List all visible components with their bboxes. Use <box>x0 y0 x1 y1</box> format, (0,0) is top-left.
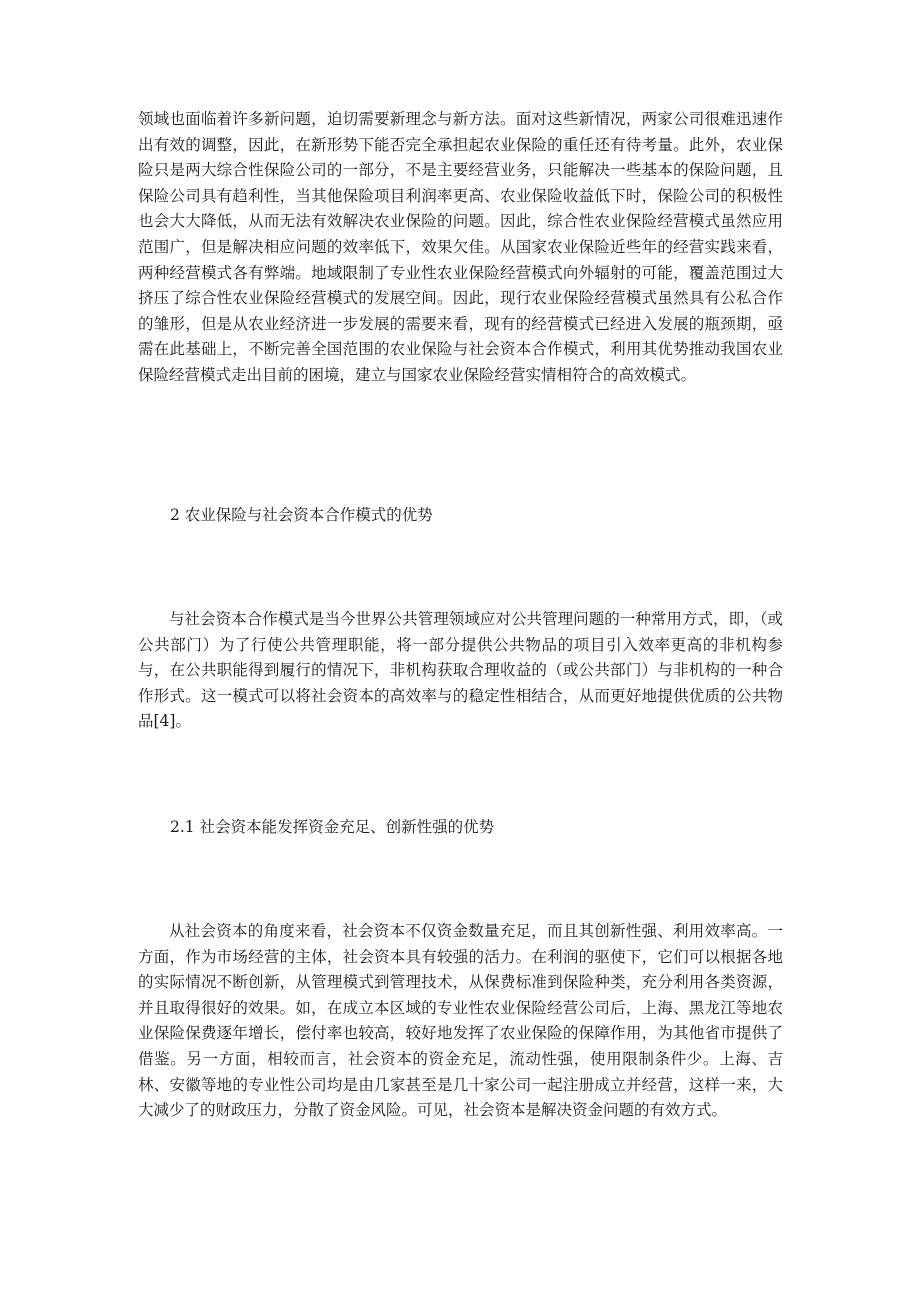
body-paragraph-1: 领域也面临着许多新问题，迫切需要新理念与新方法。面对这些新情况，两家公司很难迅速作出有效的调整，因此，在新形势下能否完全承担起农业保险的重任还有待考量。此外，农业保险只是两大综合性保险公司的一部分，不是主要经营业务，只能解决一些基本的保险问题，且保险公司具有趋利性，当其他保险项目利润率更高、农业保险收益低下时，保险公司的积极性也会大大降低，从而无法有效解决农业保险的问题。因此，综合性农业保险经营模式虽然应用范围广，但是解决相应问题的效率低下，效果欠佳。从国家农业保险近些年的经营实践来看，两种经营模式各有弊端。地域限制了专业性农业保险经营模式向外辐射的可能，覆盖范围过大挤压了综合性农业保险经营模式的发展空间。因此，现行农业保险经营模式虽然具有公私合作的雏形，但是从农业经济进一步发展的需要来看，现有的经营模式已经进入发展的瓶颈期，亟需在此基础上，不断完善全国范围的农业保险与社会资本合作模式，利用其优势推动我国农业保险经营模式走出目前的困境，建立与国家农业保险经营实情相符合的高效模式。 <box>138 110 783 384</box>
body-paragraph-3: 从社会资本的角度来看，社会资本不仅资金数量充足，而且其创新性强、利用效率高。一方面，作为市场经营的主体，社会资本具有较强的活力。在利润的驱使下，它们可以根据各地的实际情况不断创新，从管理模式到管理技术，从保费标准到保险种类，充分利用各类资源，并且取得很好的效果。如，在成立本区域的专业性农业保险经营公司后，上海、黑龙江等地农业保险保费逐年增长，偿付率也较高，较好地发挥了农业保险的保障作用，为其他省市提供了借鉴。另一方面，相较而言，社会资本的资金充足，流动性强，使用限制条件少。上海、吉林、安徽等地的专业性公司均是由几家甚至是几十家公司一起注册成立并经营，这样一来，大大减少了的财政压力，分散了资金风险。可见，社会资本是解决资金问题的有效方式。 <box>138 922 783 1120</box>
section-heading-2-1: 2.1 社会资本能发挥资金充足、创新性强的优势 <box>170 818 495 836</box>
section-heading-2: 2 农业保险与社会资本合作模式的优势 <box>170 506 433 524</box>
body-paragraph-2: 与社会资本合作模式是当今世界公共管理领域应对公共管理问题的一种常用方式，即，（或公共部门）为了行使公共管理职能，将一部分提供公共物品的项目引入效率更高的非机构参与，在公共职能得到履行的情况下，非机构获取合理收益的（或公共部门）与非机构的一种合作形式。这一模式可以将社会资本的高效率与的稳定性相结合，从而更好地提供优质的公共物品[4]。 <box>138 610 783 731</box>
